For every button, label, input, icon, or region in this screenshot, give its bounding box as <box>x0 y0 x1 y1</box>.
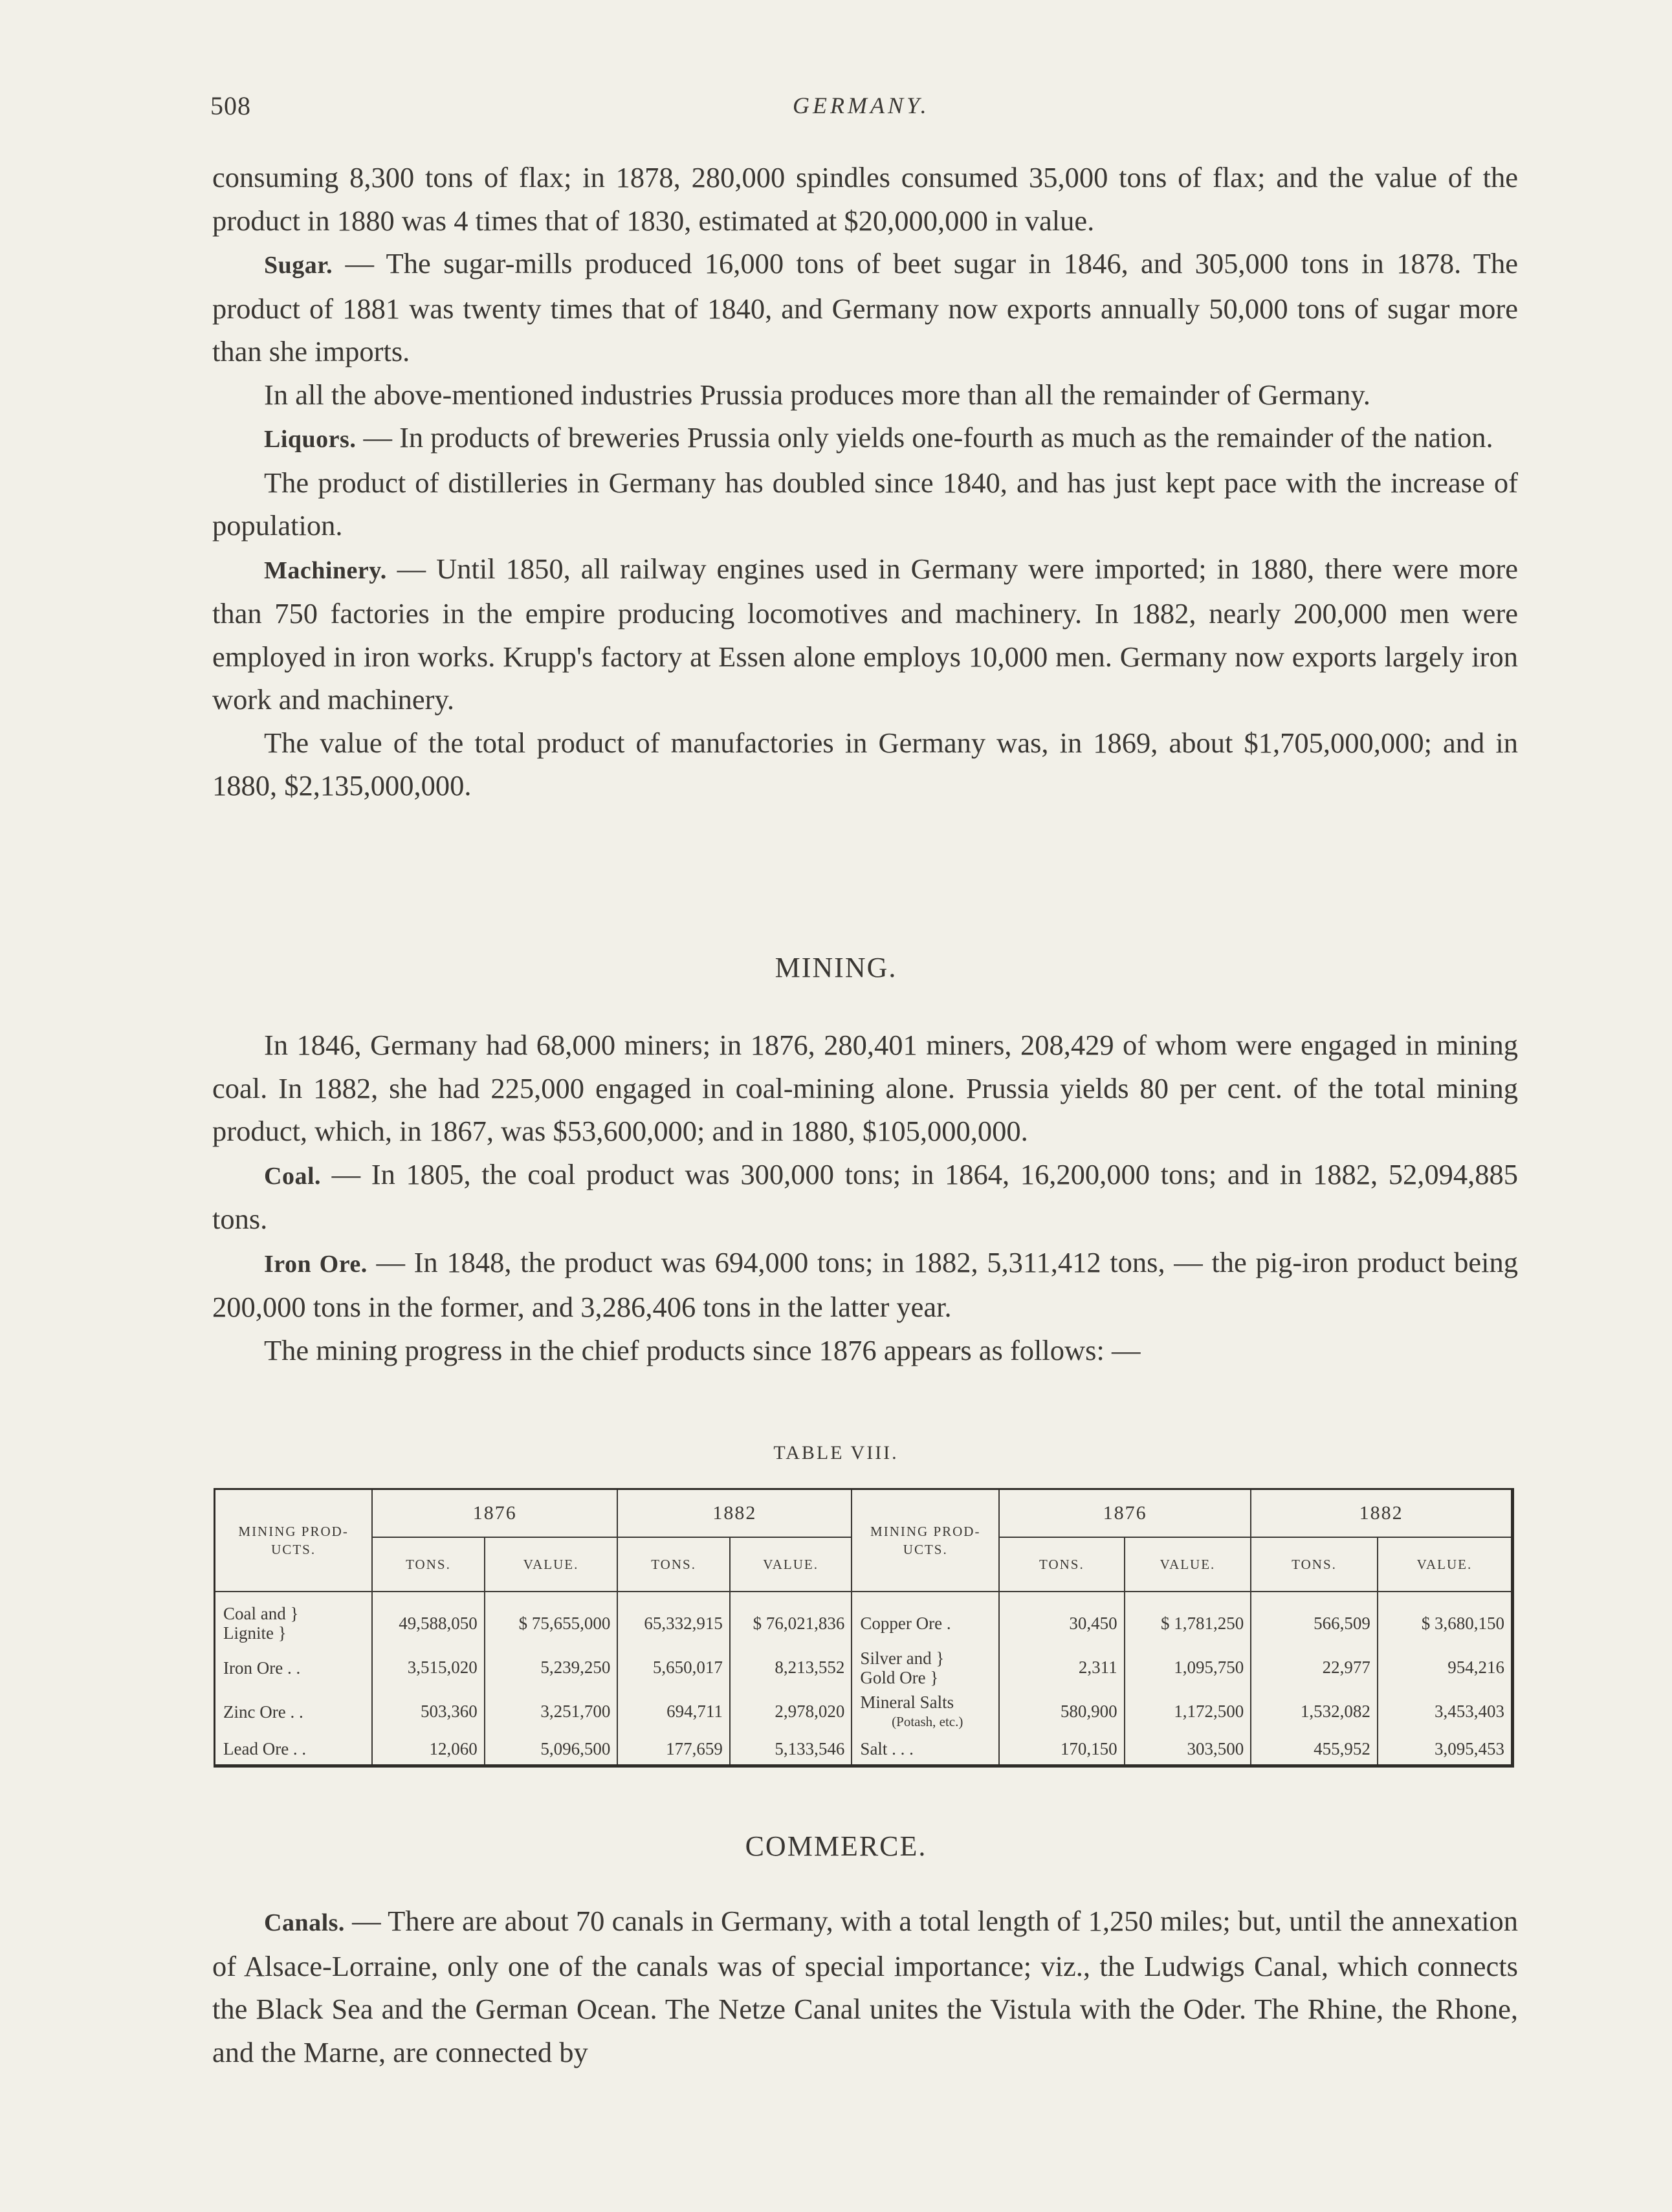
tons-cell: 1,532,082 <box>1251 1690 1378 1734</box>
commerce-section <box>212 1900 1518 2074</box>
value-cell: 3,251,700 <box>485 1690 618 1734</box>
product-name: Salt . . . <box>852 1733 999 1766</box>
canals-heading: Canals. <box>264 1909 345 1936</box>
year-1876-header-right: 1876 <box>999 1489 1251 1538</box>
value-cell: 303,500 <box>1125 1733 1251 1766</box>
value-cell: 1,172,500 <box>1125 1690 1251 1734</box>
tons-cell: 566,509 <box>1251 1592 1378 1646</box>
tons-cell: 170,150 <box>999 1733 1125 1766</box>
value-cell: 5,133,546 <box>730 1733 852 1766</box>
mining-section <box>212 1024 1518 1372</box>
year-1876-header-left: 1876 <box>372 1489 617 1538</box>
value-cell: 954,216 <box>1378 1646 1513 1690</box>
manufactures-section <box>212 156 1518 807</box>
table-caption: TABLE VIII. <box>773 1442 899 1463</box>
iron-ore-paragraph <box>212 1241 1518 1329</box>
products-column-header-right: MINING PROD- UCTS. <box>852 1489 999 1592</box>
tons-header: TONS. <box>999 1537 1125 1591</box>
tons-cell: 5,650,017 <box>617 1646 730 1690</box>
value-cell: $ 3,680,150 <box>1378 1592 1513 1646</box>
tons-cell: 3,515,020 <box>372 1646 485 1690</box>
value-cell: 5,239,250 <box>485 1646 618 1690</box>
value-header: VALUE. <box>485 1537 618 1591</box>
product-name: Copper Ore . <box>852 1592 999 1646</box>
tons-cell: 12,060 <box>372 1733 485 1766</box>
tons-cell: 694,711 <box>617 1690 730 1734</box>
total-product-paragraph: The value of the total product of manufactories in Germany was, in 1869, about $1,705,000,000; and in 1880, $2,135,000,000. <box>212 726 1518 802</box>
prussia-paragraph: In all the above-mentioned industries Prussia produces more than all the remainder of Germany. <box>264 378 1370 411</box>
product-note: (Potash, etc.) <box>892 1713 963 1729</box>
tons-cell: 177,659 <box>617 1733 730 1766</box>
table-row <box>215 1646 1513 1690</box>
iron-ore-heading: Iron Ore. <box>264 1250 368 1278</box>
product-name: Mineral Salts <box>860 1692 954 1712</box>
product-name: Zinc Ore . . <box>215 1690 373 1734</box>
tons-cell: 65,332,915 <box>617 1592 730 1646</box>
table-row <box>215 1733 1513 1766</box>
value-cell: 1,095,750 <box>1125 1646 1251 1690</box>
progress-intro-paragraph: The mining progress in the chief products since 1876 appears as follows: — <box>264 1333 1141 1366</box>
tons-header: TONS. <box>372 1537 485 1591</box>
table-row <box>215 1592 1513 1646</box>
product-name: Silver and } Gold Ore } <box>852 1646 999 1690</box>
tons-cell: 2,311 <box>999 1646 1125 1690</box>
value-header: VALUE. <box>1378 1537 1513 1591</box>
sugar-paragraph <box>212 242 1518 373</box>
machinery-text: — Until 1850, all railway engines used in Germany were imported; in 1880, there were more than 750 factories in the empire producing locomotives and machinery. In 1882, nearly 200,000 men were employed in iron works. Krupp's factory at Essen alone employs 10,000 men. Germany now exports largely iron work and machinery. <box>212 552 1518 716</box>
flax-paragraph: consuming 8,300 tons of flax; in 1878, 280,000 spindles consumed 35,000 tons of flax; and the value of the product in 1880 was 4 times that of 1830, estimated at $20,000,000 in value. <box>212 161 1518 237</box>
tons-header: TONS. <box>617 1537 730 1591</box>
tons-cell: 22,977 <box>1251 1646 1378 1690</box>
liquors-text: — In products of breweries Prussia only yields one-fourth as much as the remainder of the nation. <box>356 421 1493 454</box>
machinery-paragraph <box>212 547 1518 721</box>
liquors-paragraph <box>212 416 1518 461</box>
tons-cell: 503,360 <box>372 1690 485 1734</box>
year-1882-header-right: 1882 <box>1251 1489 1512 1538</box>
miners-paragraph: In 1846, Germany had 68,000 miners; in 1876, 280,401 miners, 208,429 of whom were engaged in mining coal. In 1882, she had 225,000 engaged in coal-mining alone. Prussia yields 80 per cent. of the total mining product, which, in 1867, was $53,600,000; and in 1880, $105,000,000. <box>212 1029 1518 1147</box>
products-column-header-left: MINING PROD- UCTS. <box>215 1489 373 1592</box>
value-cell: 3,095,453 <box>1378 1733 1513 1766</box>
canals-text: — There are about 70 canals in Germany, with a total length of 1,250 miles; but, until the annexation of Alsace-Lorraine, only one of the canals was of special importance; viz., the Ludwigs Canal, which connects the Black Sea and the German Ocean. The Netze Canal unites the Vistula with the Oder. The Rhine, the Rhone, and the Marne, are connected by <box>212 1905 1518 2068</box>
tons-cell: 580,900 <box>999 1690 1125 1734</box>
value-cell: $ 75,655,000 <box>485 1592 618 1646</box>
sugar-heading: Sugar. <box>264 252 333 279</box>
table-row <box>215 1690 1513 1734</box>
tons-cell: 49,588,050 <box>372 1592 485 1646</box>
page-number: 508 <box>210 91 251 120</box>
canals-paragraph <box>212 1900 1518 2074</box>
value-cell: 3,453,403 <box>1378 1690 1513 1734</box>
liquors-heading: Liquors. <box>264 426 357 453</box>
value-cell: $ 76,021,836 <box>730 1592 852 1646</box>
product-name: Lead Ore . . <box>215 1733 373 1766</box>
mining-heading: MINING. <box>775 952 897 983</box>
value-header: VALUE. <box>1125 1537 1251 1591</box>
commerce-heading: COMMERCE. <box>745 1830 927 1862</box>
product-name-with-note <box>852 1690 999 1734</box>
distilleries-paragraph: The product of distilleries in Germany has doubled since 1840, and has just kept pace with the increase of population. <box>212 466 1518 542</box>
value-cell: 2,978,020 <box>730 1690 852 1734</box>
value-cell: $ 1,781,250 <box>1125 1592 1251 1646</box>
coal-paragraph <box>212 1153 1518 1241</box>
tons-cell: 30,450 <box>999 1592 1125 1646</box>
coal-heading: Coal. <box>264 1162 321 1190</box>
mining-products-table <box>214 1488 1514 1768</box>
running-title: GERMANY. <box>793 93 930 118</box>
product-name: Iron Ore . . <box>215 1646 373 1690</box>
sugar-text: — The sugar-mills produced 16,000 tons of beet sugar in 1846, and 305,000 tons in 1878. The product of 1881 was twenty times that of 1840, and Germany now exports annually 50,000 tons of sugar more than she imports. <box>212 247 1518 367</box>
value-cell: 8,213,552 <box>730 1646 852 1690</box>
product-name: Coal and } Lignite } <box>215 1592 373 1646</box>
value-header: VALUE. <box>730 1537 852 1591</box>
coal-text: — In 1805, the coal product was 300,000 tons; in 1864, 16,200,000 tons; and in 1882, 52,094,885 tons. <box>212 1157 1518 1235</box>
tons-cell: 455,952 <box>1251 1733 1378 1766</box>
value-cell: 5,096,500 <box>485 1733 618 1766</box>
iron-ore-text: — In 1848, the product was 694,000 tons; in 1882, 5,311,412 tons, — the pig-iron product being 200,000 tons in the former, and 3,286,406 tons in the latter year. <box>212 1245 1518 1323</box>
tons-header: TONS. <box>1251 1537 1378 1591</box>
year-1882-header-left: 1882 <box>617 1489 852 1538</box>
machinery-heading: Machinery. <box>264 556 387 584</box>
